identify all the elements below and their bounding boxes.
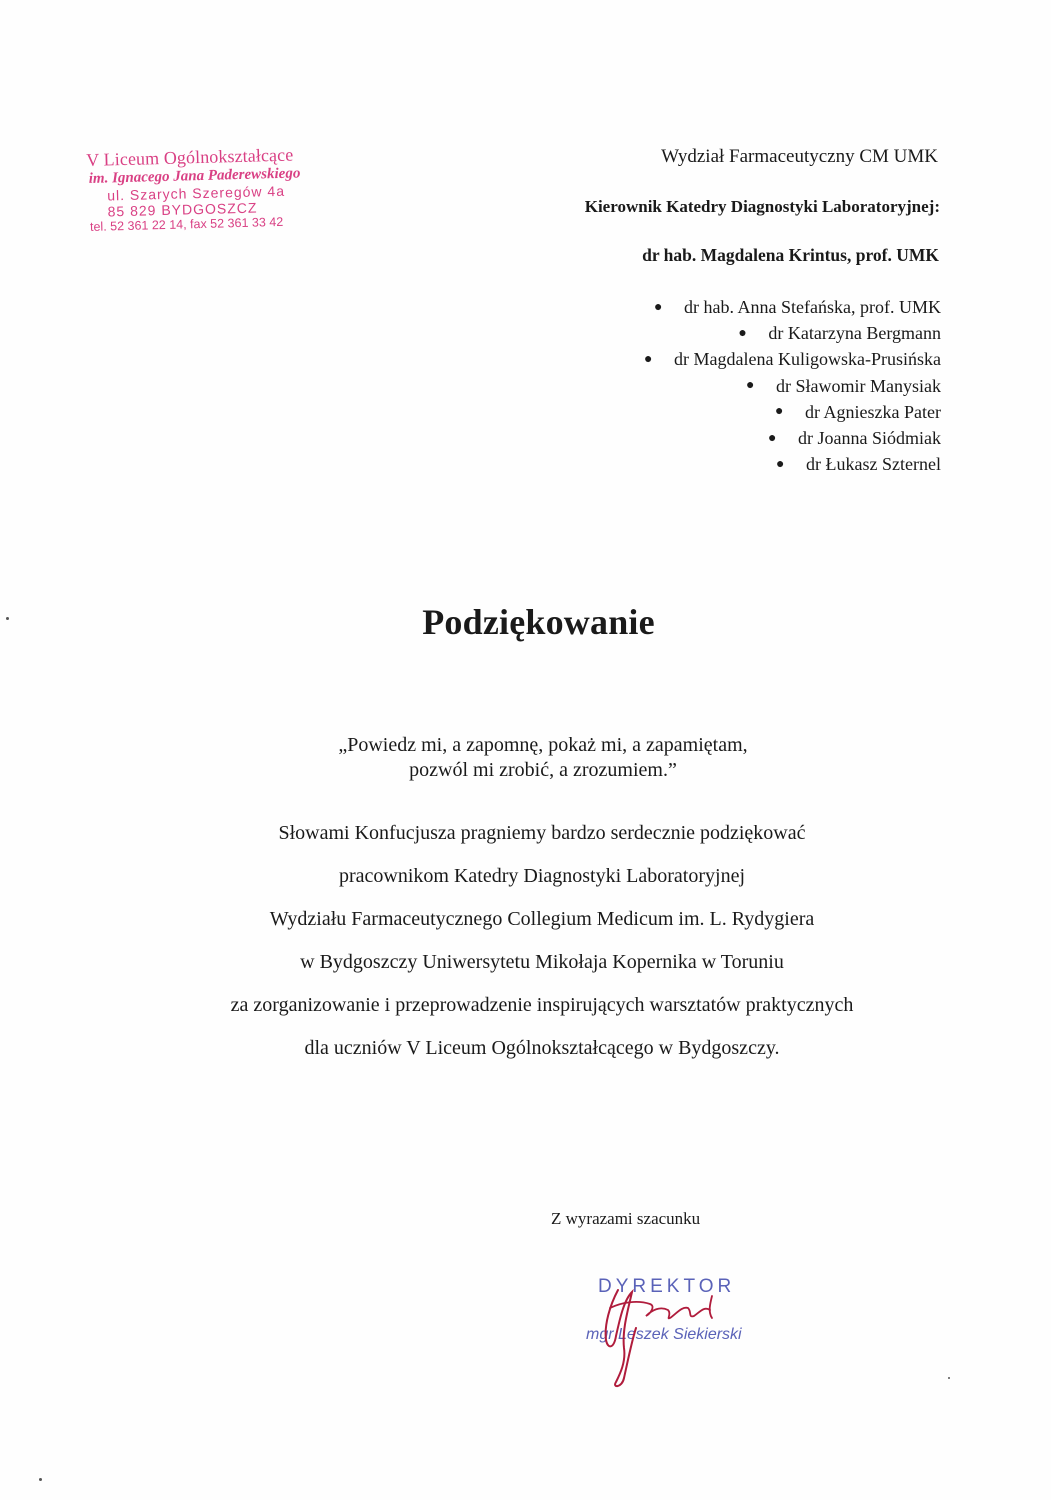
bullet-icon: ● [746, 378, 755, 394]
scan-speck [948, 1377, 950, 1379]
bullet-icon: ● [654, 299, 663, 315]
staff-list-item [501, 426, 941, 452]
staff-list-item [501, 347, 941, 373]
stamp-street: ul. Szarych Szeregów 4a [106, 182, 286, 204]
scan-speck [39, 1478, 42, 1481]
staff-list-item [501, 400, 941, 426]
bullet-icon: ● [776, 456, 785, 472]
stamp-school-patron: im. Ignacego Jana Paderewskiego [88, 165, 301, 187]
handwritten-signature-icon [580, 1270, 800, 1390]
bullet-icon: ● [775, 404, 784, 420]
stamp-phone: tel. 52 361 22 14, fax 52 361 33 42 [89, 214, 284, 234]
school-stamp [86, 143, 338, 235]
staff-name: dr Joanna Siódmiak [798, 428, 941, 449]
staff-list [501, 295, 941, 479]
stamp-city: 85 829 BYDGOSZCZ [107, 199, 258, 220]
recipient-head-title: Kierownik Katedry Diagnostyki Laboratoryjnej: [584, 197, 940, 216]
recipient-block [419, 145, 939, 266]
body-line: Wydziału Farmaceutycznego Collegium Medicum im. L. Rydygiera [269, 908, 815, 930]
confucius-quote [0, 733, 1051, 783]
staff-list-item [501, 321, 941, 347]
bullet-icon: ● [644, 351, 653, 367]
staff-name: dr Katarzyna Bergmann [768, 323, 941, 344]
document-title: Podziękowanie [422, 602, 655, 642]
body-line: za zorganizowanie i przeprowadzenie inspirujących warsztatów praktycznych [230, 994, 854, 1016]
staff-name: dr Łukasz Szternel [806, 454, 941, 475]
body-line: w Bydgoszczy Uniwersytetu Mikołaja Kopernika w Toruniu [300, 951, 784, 973]
closing-salutation: Z wyrazami szacunku [551, 1209, 701, 1228]
bullet-icon: ● [738, 325, 747, 341]
bullet-icon: ● [768, 430, 777, 446]
quote-line: „Powiedz mi, a zapomnę, pokaż mi, a zapamiętam, [338, 734, 748, 756]
body-line: pracownikom Katedry Diagnostyki Laboratoryjnej [339, 865, 745, 887]
staff-name: dr Agnieszka Pater [805, 401, 941, 422]
staff-name: dr hab. Anna Stefańska, prof. UMK [684, 297, 941, 317]
staff-name: dr Sławomir Manysiak [776, 375, 941, 396]
signature-block [580, 1270, 800, 1390]
thanks-paragraph [0, 812, 1051, 1070]
body-line: Słowami Konfucjusza pragniemy bardzo serdecznie podziękować [278, 822, 806, 844]
staff-name: dr Magdalena Kuligowska-Prusińska [674, 349, 941, 370]
director-stamp-name: mgr Leszek Siekierski [586, 1326, 742, 1343]
body-line: dla uczniów V Liceum Ogólnokształcącego w Bydgoszczy. [304, 1037, 780, 1059]
quote-line: pozwól mi zrobić, a zrozumiem.” [409, 759, 677, 781]
scan-speck [6, 617, 9, 620]
stamp-school-name: V Liceum Ogólnokształcące [86, 144, 294, 170]
staff-list-item [501, 374, 941, 400]
recipient-head-name: dr hab. Magdalena Krintus, prof. UMK [642, 245, 939, 265]
staff-list-item [501, 452, 941, 478]
recipient-faculty: Wydział Farmaceutyczny CM UMK [661, 146, 938, 167]
staff-list-item [501, 295, 941, 321]
director-stamp-role: DYREKTOR [598, 1276, 736, 1297]
